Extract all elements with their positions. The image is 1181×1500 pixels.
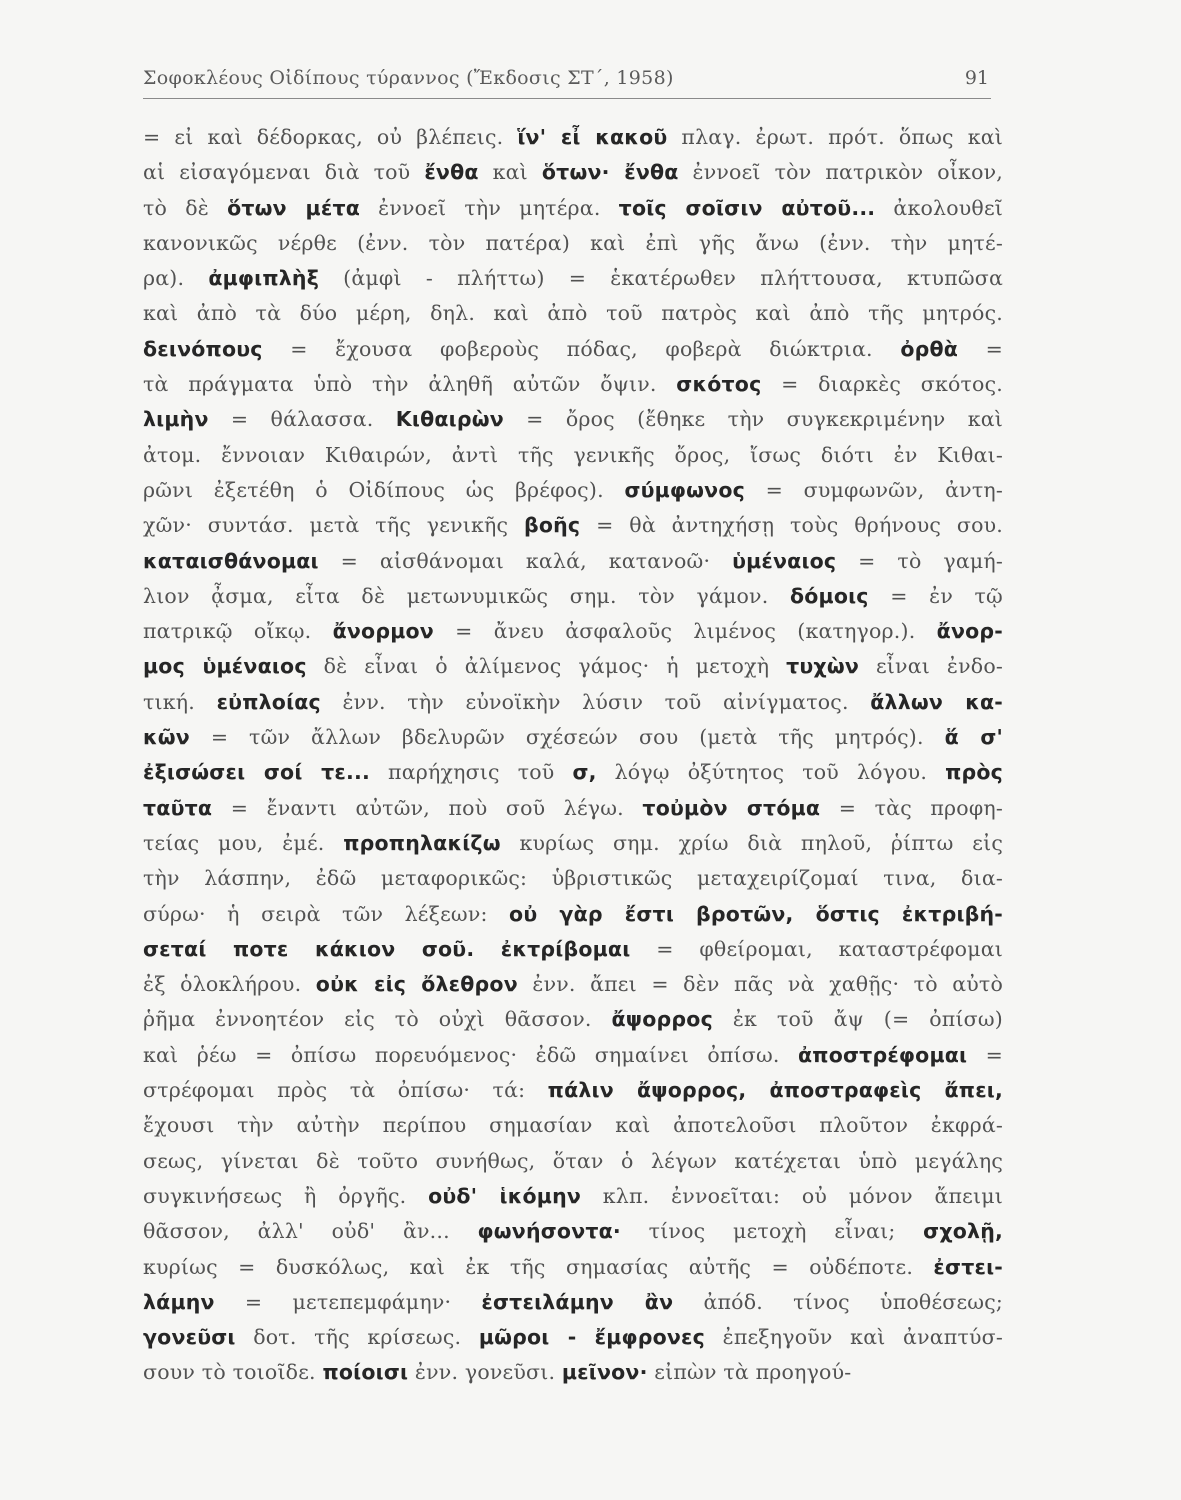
gloss-text: ἀκολουθεῖ <box>875 195 1004 220</box>
lemma: βοῆς <box>523 513 581 538</box>
lemma: οὐδ' ἱκόμην <box>428 1183 582 1208</box>
lemma: σχολῇ, <box>923 1219 1003 1244</box>
gloss-text: = τὸ γαμή- <box>836 548 1003 573</box>
lemma: ταῦτα <box>143 795 213 820</box>
text-line <box>143 1214 1003 1249</box>
lemma: ἅ σ' <box>944 725 1003 750</box>
gloss-text: = ἐν τῷ <box>868 583 1003 608</box>
text-line <box>143 1144 1003 1179</box>
text-line <box>143 826 1003 861</box>
lemma: ὑμέναιος <box>732 548 837 573</box>
lemma: ἐστειλάμην ἂν <box>481 1289 674 1314</box>
text-line <box>143 649 1003 684</box>
gloss-text: ἐνν. ἄπει = δὲν πᾶς νὰ χαθῇς· τὸ αὐτὸ <box>517 972 1004 997</box>
text-line <box>143 861 1003 896</box>
gloss-text: τική. <box>143 689 217 714</box>
gloss-text: στρέφομαι πρὸς τὰ ὀπίσω· τά: <box>143 1078 548 1103</box>
lemma: ἄψορρος <box>611 1007 713 1032</box>
gloss-text: συγκινήσεως ἢ ὀργῆς. <box>143 1183 429 1208</box>
lemma: λιμὴν <box>143 407 209 432</box>
gloss-text: δὲ εἶναι ὁ ἀλίμενος γάμος· ἡ μετοχὴ <box>306 654 787 679</box>
gloss-text: = <box>958 336 1003 361</box>
lemma: πρὸς <box>945 760 1004 785</box>
gloss-text: τὸ δὲ <box>143 195 228 220</box>
text-line <box>143 332 1003 367</box>
lemma: γονεῦσι <box>143 1325 236 1350</box>
gloss-text: τείας μου, ἐμέ. <box>143 830 344 855</box>
text-line <box>143 191 1003 226</box>
gloss-text: εἰπὼν τὰ προηγού- <box>647 1360 852 1385</box>
gloss-text: = εἰ καὶ δέδορκας, οὐ βλέπεις. <box>143 125 518 149</box>
gloss-text: τίνος μετοχὴ εἶναι; <box>620 1219 924 1244</box>
lemma: ποίοισι <box>322 1360 409 1385</box>
text-line <box>143 1320 1003 1355</box>
gloss-text: ἐννοεῖ τὴν μητέρα. <box>360 195 619 220</box>
gloss-text: εἶναι ἐνδο- <box>859 654 1003 679</box>
gloss-text: ἐκ τοῦ ἄψ (= ὀπίσω) <box>712 1007 1003 1032</box>
text-line <box>143 544 1003 579</box>
gloss-text: ἀτομ. ἔννοιαν Κιθαιρών, ἀντὶ τῆς γενικῆς ὄρος, ἴσως διότι ἐν Κιθαι- <box>143 442 1003 467</box>
gloss-text: λόγῳ ὀξύτητος τοῦ λόγου. <box>596 760 946 785</box>
gloss-text: = ἄνευ ἀσφαλοῦς λιμένος (κατηγορ.). <box>433 619 937 644</box>
text-line <box>143 1250 1003 1285</box>
gloss-text: ἐνν. τὴν εὐνοϊκὴν λύσιν τοῦ αἰνίγματος. <box>320 689 871 714</box>
lemma: ὀρθὰ <box>900 336 959 361</box>
gloss-text: πατρικῷ οἴκῳ. <box>143 619 333 644</box>
lemma: σύμφωνος <box>624 477 745 502</box>
lemma: ὅτων μέτα <box>227 195 361 220</box>
lemma: τοῖς σοῖσιν αὐτοῦ... <box>618 195 876 220</box>
text-line <box>143 1179 1003 1214</box>
gloss-text: κυρίως σημ. χρίω διὰ πηλοῦ, ῥίπτω εἰς <box>500 830 1003 855</box>
lemma: ἔνθα <box>424 160 479 185</box>
gloss-text: = συμφωνῶν, ἀντη- <box>744 477 1003 502</box>
text-line <box>143 614 1003 649</box>
gloss-text: = ἔναντι αὐτῶν, ποὺ σοῦ λέγω. <box>212 795 643 820</box>
gloss-text: ἐξ ὁλοκλήρου. <box>143 972 316 997</box>
lemma: καταισθάνομαι <box>143 548 319 573</box>
gloss-text: = <box>967 1042 1003 1067</box>
gloss-text: λιον ᾆσμα, εἶτα δὲ μετωνυμικῶς σημ. τὸν γάμον. <box>143 583 790 608</box>
lemma: σ, <box>572 760 597 785</box>
lemma: κῶν <box>143 725 190 750</box>
text-line <box>143 932 1003 967</box>
text-line <box>143 120 1003 155</box>
lemma: πάλιν ἄψορρος, ἀποστραφεὶς ἄπει, <box>547 1078 1003 1103</box>
lemma: οὐκ εἰς ὄλεθρον <box>315 972 518 997</box>
text-line <box>143 367 1003 402</box>
lemma: τοὐμὸν στόμα <box>642 795 821 820</box>
lemma: ἀποστρέφομαι <box>798 1042 968 1067</box>
lemma: λάμην <box>143 1289 215 1314</box>
lemma: ἐστει- <box>933 1254 1003 1279</box>
gloss-text: τὴν λάσπην, ἐδῶ μεταφορικῶς: ὑβριστικῶς μεταχειρίζομαί τινα, δια- <box>143 866 1003 891</box>
gloss-text: σύρω· ἡ σειρὰ τῶν λέξεων: <box>143 901 510 926</box>
gloss-text: = μετεπεμφάμην· <box>214 1289 482 1314</box>
gloss-text: ἀπόδ. τίνος ὑποθέσεως; <box>673 1289 1004 1314</box>
gloss-text: = τῶν ἄλλων βδελυρῶν σχέσεών σου (μετὰ τῆς μητρός). <box>189 725 945 750</box>
lemma: ὅτων· ἔνθα <box>541 160 679 185</box>
text-line <box>143 261 1003 296</box>
lemma: τυχὼν <box>786 654 860 679</box>
gloss-text: καὶ ῥέω = ὀπίσω πορευόμενος· ἐδῶ σημαίνει ὀπίσω. <box>143 1042 799 1067</box>
lemma: ἄλλων κα- <box>870 689 1003 714</box>
text-line <box>143 296 1003 331</box>
gloss-text: = αἰσθάνομαι καλά, κατανοῶ· <box>318 548 733 573</box>
text-line <box>143 791 1003 826</box>
body-text <box>143 120 1003 1391</box>
text-line <box>143 226 1003 261</box>
text-line <box>143 1355 1003 1390</box>
gloss-text: κυρίως = δυσκόλως, καὶ ἐκ τῆς σημασίας αὐτῆς = οὐδέποτε. <box>143 1254 934 1279</box>
text-line <box>143 967 1003 1002</box>
text-line <box>143 1285 1003 1320</box>
text-line <box>143 1073 1003 1108</box>
text-line <box>143 155 1003 190</box>
text-line <box>143 438 1003 473</box>
text-line <box>143 720 1003 755</box>
lemma: ἄνορ- <box>936 619 1003 644</box>
lemma: φωνήσοντα· <box>477 1219 621 1244</box>
text-line <box>143 755 1003 790</box>
gloss-text: αἱ εἰσαγόμεναι διὰ τοῦ <box>143 160 425 185</box>
lemma: εὐπλοίας <box>216 689 321 714</box>
gloss-text: = φθείρομαι, καταστρέφομαι <box>630 936 1003 961</box>
text-line <box>143 685 1003 720</box>
gloss-text: καὶ <box>478 160 542 185</box>
gloss-text: = θάλασσα. <box>208 407 396 432</box>
gloss-text: χῶν· συντάσ. μετὰ τῆς γενικῆς <box>143 513 524 538</box>
running-title: Σοφοκλέους Οἰδίπους τύραννος (Ἔκδοσις ΣΤ΄, 1958) <box>143 67 674 89</box>
gloss-text: σουν τὸ τοιοῖδε. <box>143 1360 323 1385</box>
lemma: μῶροι - ἔμφρονες <box>478 1325 706 1350</box>
gloss-text: (ἀμφὶ - πλήττω) = ἑκατέρωθεν πλήττουσα, κτυπῶσα <box>319 266 1003 291</box>
gloss-text: θᾶσσον, ἀλλ' οὐδ' ἂν... <box>143 1219 478 1244</box>
gloss-text: = διαρκὲς σκότος. <box>761 372 1003 397</box>
text-line <box>143 508 1003 543</box>
gloss-text: = θὰ ἀντηχήσῃ τοὺς θρήνους σου. <box>580 513 1003 538</box>
text-line <box>143 897 1003 932</box>
lemma: προπηλακίζω <box>343 830 501 855</box>
text-line <box>143 402 1003 437</box>
text-line <box>143 1002 1003 1037</box>
lemma: ἀμφιπλὴξ <box>208 266 320 291</box>
gloss-text: κλπ. ἐννοεῖται: οὐ μόνον ἄπειμι <box>581 1183 1003 1208</box>
gloss-text: σεως, γίνεται δὲ τοῦτο συνήθως, ὅταν ὁ λέγων κατέχεται ὑπὸ μεγάλης <box>143 1148 1003 1173</box>
gloss-text: = ὄρος (ἔθηκε τὴν συγκεκριμένην καὶ <box>503 407 1003 432</box>
lemma: σεταί ποτε κάκιον σοῦ. ἐκτρίβομαι <box>143 936 631 961</box>
lemma: ἵν' εἶ κακοῦ <box>517 125 668 149</box>
lemma: Κιθαιρὼν <box>395 407 504 432</box>
gloss-text: ἔχουσι τὴν αὐτὴν περίπου σημασίαν καὶ ἀποτελοῦσι πλοῦτον ἐκφρά- <box>143 1113 1003 1138</box>
gloss-text: ρα). <box>143 266 209 291</box>
gloss-text: ἐνν. γονεῦσι. <box>408 1360 562 1385</box>
gloss-text: τὰ πράγματα ὑπὸ τὴν ἀληθῆ αὐτῶν ὄψιν. <box>143 372 677 397</box>
text-line <box>143 473 1003 508</box>
text-line <box>143 1038 1003 1073</box>
lemma: οὐ γὰρ ἔστι βροτῶν, ὅστις ἐκτριβή- <box>509 901 1004 926</box>
text-line <box>143 1108 1003 1143</box>
gloss-text: = ἔχουσα φοβεροὺς πόδας, φοβερὰ διώκτρια. <box>262 336 901 361</box>
lemma: δόμοις <box>789 583 869 608</box>
gloss-text: ρῶνι ἐξετέθη ὁ Οἰδίπους ὡς βρέφος). <box>143 477 625 502</box>
gloss-text: πλαγ. ἐρωτ. πρότ. ὅπως καὶ <box>667 125 1003 149</box>
gloss-text: = τὰς προφη- <box>820 795 1004 820</box>
gloss-text: καὶ ἀπὸ τὰ δύο μέρη, δηλ. καὶ ἀπὸ τοῦ πατρὸς καὶ ἀπὸ τῆς μητρός. <box>143 301 1003 326</box>
gloss-text: δοτ. τῆς κρίσεως. <box>235 1325 479 1350</box>
lemma: δεινόπους <box>143 336 263 361</box>
gloss-text: ἐπεξηγοῦν καὶ ἀναπτύσ- <box>705 1325 1004 1350</box>
lemma: μος ὑμέναιος <box>143 654 307 679</box>
gloss-text: ῥῆμα ἐννοητέον εἰς τὸ οὐχὶ θᾶσσον. <box>143 1007 612 1032</box>
lemma: ἐξισώσει σοί τε... <box>143 760 371 785</box>
page-header <box>143 64 991 99</box>
lemma: μεῖνον· <box>561 1360 648 1385</box>
lemma: σκότος <box>676 372 762 397</box>
gloss-text: παρήχησις τοῦ <box>370 760 573 785</box>
lemma: ἄνορμον <box>332 619 434 644</box>
text-line <box>143 579 1003 614</box>
gloss-text: κανονικῶς νέρθε (ἐνν. τὸν πατέρα) καὶ ἐπὶ γῆς ἄνω (ἐνν. τὴν μητέ- <box>143 230 1003 255</box>
page-number: 91 <box>964 67 989 89</box>
gloss-text: ἐννοεῖ τὸν πατρικὸν οἶκον, <box>678 160 1003 185</box>
